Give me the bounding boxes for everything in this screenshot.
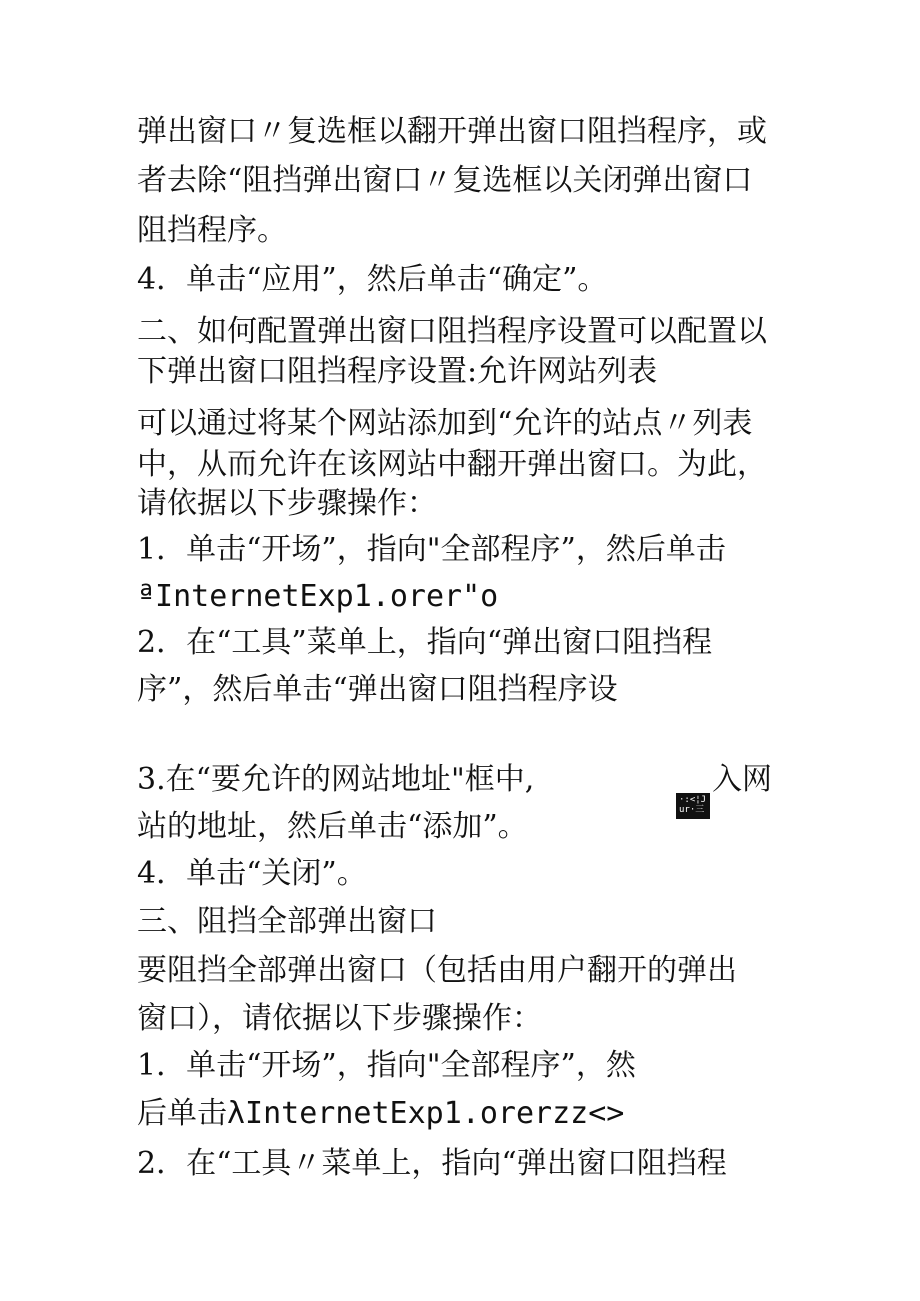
text-line-16: 4．单击“关闭”。	[137, 856, 367, 891]
text-line-4: 4．单击“应用”，然后单击“确定”。	[137, 262, 608, 297]
text-line-19: 窗口），请依据以下步骤操作：	[137, 1001, 542, 1036]
text-line-17: 三、阻挡全部弹出窗口	[137, 904, 437, 939]
text-line-8: 中，从而允许在该网站中翻开弹出窗口。为此，	[137, 447, 767, 482]
text-line-2: 者去除“阻挡弹出窗口〃复选框以关闭弹出窗口	[137, 163, 753, 198]
text-line-20: 1．单击“开场”，指向"全部程序”，然	[137, 1048, 636, 1083]
text-line-5: 二、如何配置弹出窗口阻挡程序设置可以配置以	[137, 314, 767, 349]
text-line-18: 要阻挡全部弹出窗口（包括由用户翻开的弹出	[137, 953, 737, 988]
text-line-6: 下弹出窗口阻挡程序设置:允许网站列表	[137, 354, 658, 389]
text-line-14: 3.在“要允许的网站地址"框中,	[137, 762, 535, 797]
text-line-15: 站的地址，然后单击“添加”。	[137, 809, 528, 844]
text-line-22: 2．在“工具〃菜单上，指向“弹出窗口阻挡程	[137, 1146, 727, 1181]
text-line-11: ªInternetExp1.orer"o	[137, 579, 499, 614]
text-line-14-tail: 入网	[712, 762, 772, 797]
garbled-inline-image	[676, 793, 710, 819]
text-line-9: 请依据以下步骤操作：	[137, 486, 437, 521]
text-line-3: 阻挡程序。	[137, 213, 287, 248]
text-line-13: 序”，然后单击“弹出窗口阻挡程序设	[137, 672, 618, 707]
inline-image-text: ·:<¦J ur·三	[679, 795, 707, 815]
text-line-1: 弹出窗口〃复选框以翻开弹出窗口阻挡程序，或	[137, 114, 767, 149]
text-line-21: 后单击λInternetExp1.orerzz<>	[137, 1096, 625, 1131]
text-line-12: 2．在“工具”菜单上，指向“弹出窗口阻挡程	[137, 625, 713, 660]
text-line-7: 可以通过将某个网站添加到“允许的站点〃列表	[137, 406, 753, 441]
text-line-10: 1．单击“开场”，指向"全部程序”，然后单击	[137, 532, 726, 567]
